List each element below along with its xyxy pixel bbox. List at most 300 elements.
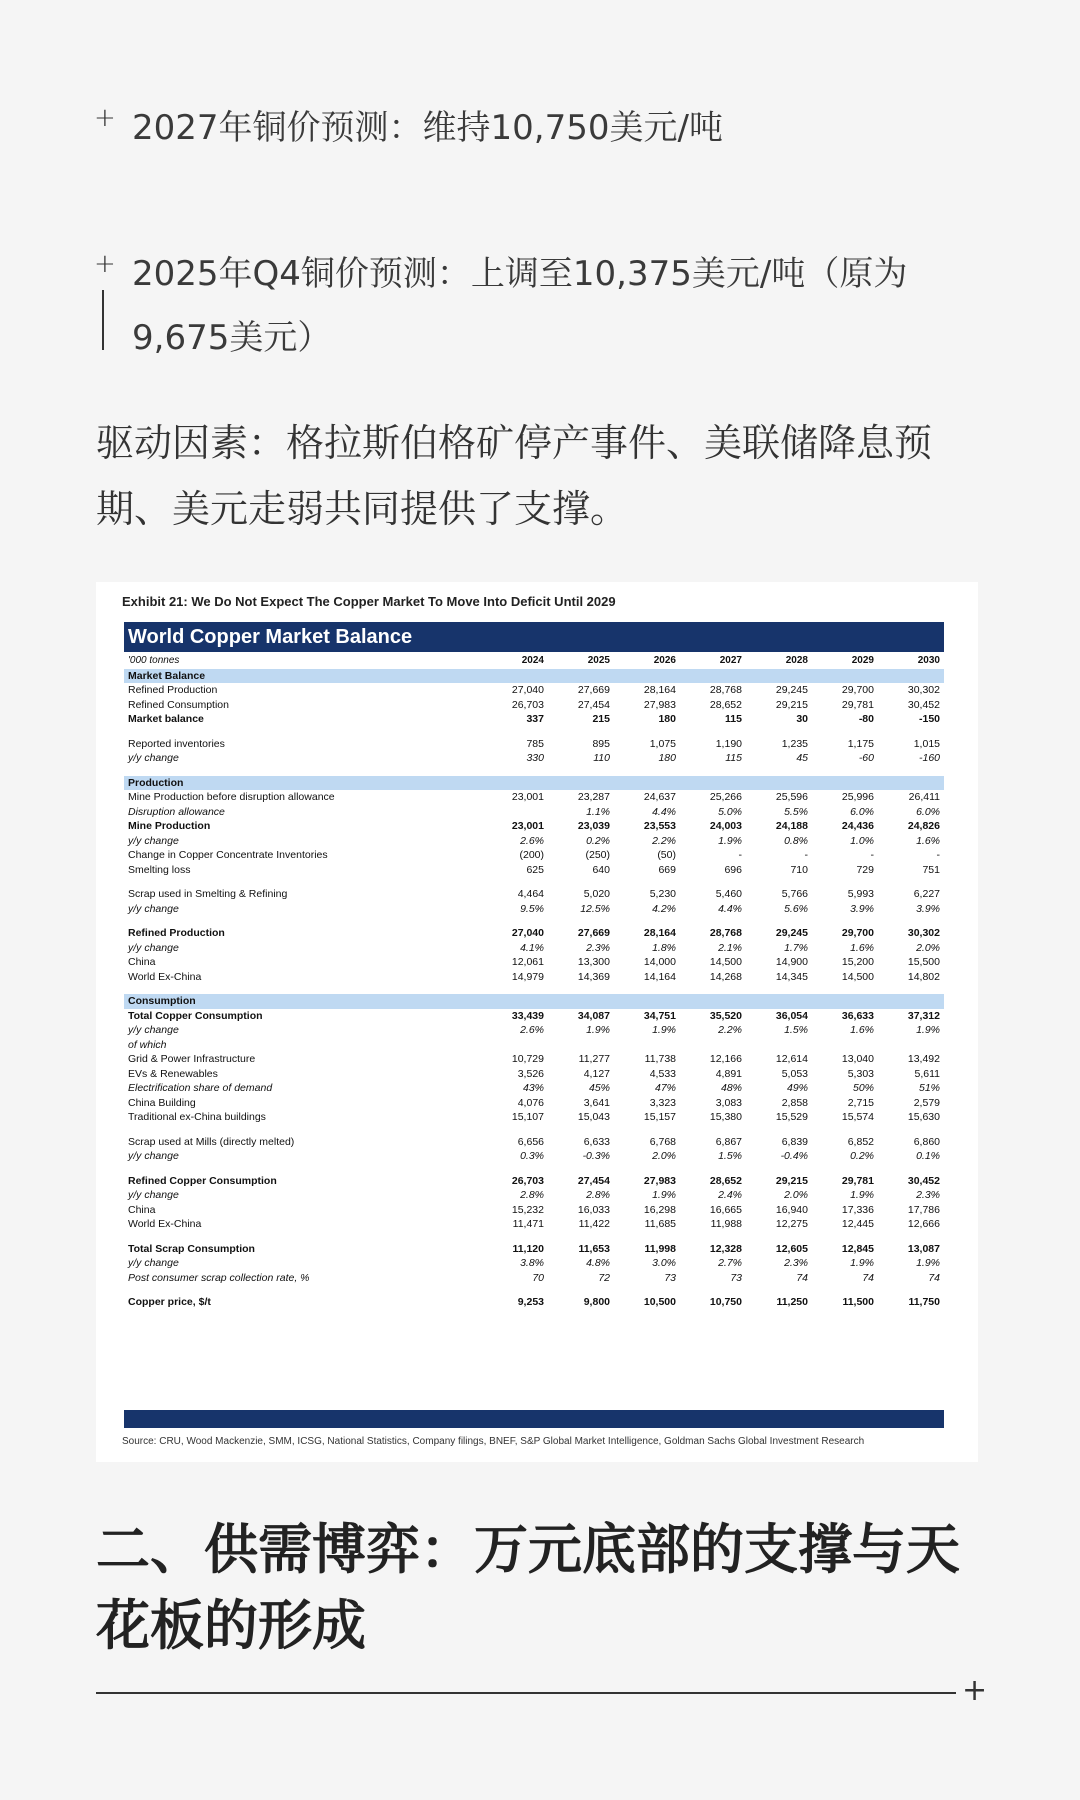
cell-value	[746, 1232, 812, 1242]
cell-value: 29,781	[841, 1174, 874, 1187]
cell-value: 2.1%	[718, 941, 742, 954]
cell-value	[482, 766, 548, 776]
cell-value: 6,633	[583, 1135, 610, 1148]
table-row	[124, 1271, 944, 1286]
cell-value	[680, 1125, 746, 1135]
row-label	[124, 916, 482, 926]
cell-value: 5,230	[649, 888, 676, 900]
spacer-row	[124, 877, 944, 887]
row-label: World Ex-China	[128, 970, 202, 983]
cell-value: 50%	[852, 1082, 874, 1094]
cell-value	[482, 1038, 548, 1053]
cell-value: -	[936, 849, 940, 861]
year-header: 2025	[587, 655, 610, 666]
cell-value	[812, 877, 878, 887]
cell-value	[812, 669, 878, 684]
cell-value: 3,323	[649, 1096, 676, 1109]
cell-value: 729	[856, 863, 874, 876]
cell-value	[482, 805, 548, 820]
cell-value: 4.4%	[718, 902, 742, 915]
cell-value: 9.5%	[520, 902, 544, 915]
cell-value: 14,979	[511, 970, 544, 983]
cell-value: 72	[598, 1271, 610, 1284]
cell-value: 34,751	[643, 1009, 676, 1022]
year-header: 2026	[653, 655, 676, 666]
row-label: Refined Copper Consumption	[128, 1174, 277, 1187]
cell-value	[482, 877, 548, 887]
table-row	[124, 1256, 944, 1271]
cell-value	[548, 766, 614, 776]
cell-value	[812, 1164, 878, 1174]
cell-value: 2.2%	[652, 834, 676, 847]
cell-value: 1,015	[913, 737, 940, 750]
cell-value: 625	[526, 863, 544, 876]
table-row	[124, 1052, 944, 1067]
bullet-item	[96, 242, 996, 370]
cell-value: 4.4%	[652, 805, 676, 818]
cell-value: 115	[725, 752, 742, 764]
cell-value: 11,738	[644, 1053, 676, 1065]
cell-value: 640	[592, 863, 610, 876]
table-row	[124, 805, 944, 820]
cell-value: 33,439	[511, 1009, 544, 1022]
row-label: y/y change	[128, 752, 179, 764]
table-row	[124, 1295, 944, 1310]
cell-value: 1.9%	[718, 834, 742, 847]
cell-value: 1.6%	[916, 834, 940, 847]
cell-value: 25,596	[775, 791, 808, 803]
cell-value	[746, 916, 812, 926]
cell-value: 4,891	[715, 1067, 742, 1080]
heading-divider	[96, 1692, 956, 1694]
cell-value: 45%	[588, 1082, 610, 1094]
cell-value: 23,001	[511, 820, 544, 832]
cell-value: 14,500	[841, 970, 874, 983]
cell-value	[746, 776, 812, 791]
cell-value: 14,345	[775, 970, 808, 983]
cell-value: 15,574	[841, 1111, 874, 1123]
table-row	[124, 1110, 944, 1125]
cell-value	[878, 877, 944, 887]
row-label: Total Scrap Consumption	[128, 1242, 255, 1255]
cell-value	[548, 1164, 614, 1174]
exhibit-title: Exhibit 21: We Do Not Expect The Copper Market To Move Into Deficit Until 2029	[122, 594, 616, 609]
cell-value	[878, 1125, 944, 1135]
cell-value: 23,001	[511, 791, 544, 803]
section-heading: 二、供需博弈：万元底部的支撑与天花板的形成	[96, 1518, 960, 1657]
cell-value: 6,227	[913, 888, 940, 900]
cell-value: 74	[862, 1271, 874, 1284]
row-label: EVs & Renewables	[128, 1067, 218, 1080]
spacer-row	[124, 727, 944, 737]
row-label: y/y change	[128, 1189, 179, 1201]
row-label: Copper price, $/t	[128, 1296, 211, 1308]
cell-value: 0.3%	[520, 1150, 544, 1162]
spacer-row	[124, 1164, 944, 1174]
cell-value	[614, 1232, 680, 1242]
table-row	[124, 819, 944, 834]
cell-value: 12.5%	[580, 902, 610, 915]
cell-value: 1,175	[847, 737, 874, 750]
cell-value: 5,766	[781, 888, 808, 900]
cell-value: 23,039	[577, 820, 610, 832]
row-label: Market balance	[128, 713, 204, 725]
cell-value	[614, 727, 680, 737]
cell-value: 1.1%	[586, 805, 610, 818]
cell-value: 11,988	[710, 1218, 742, 1230]
cell-value	[614, 766, 680, 776]
cell-value	[680, 1285, 746, 1295]
cell-value: 28,768	[709, 684, 742, 696]
cell-value: 5,611	[914, 1067, 940, 1080]
spacer-row	[124, 1232, 944, 1242]
cell-value: 110	[593, 752, 610, 764]
spacer-row	[124, 1125, 944, 1135]
cell-value: 2.0%	[916, 941, 940, 954]
cell-value: 3.9%	[850, 902, 874, 915]
row-label: y/y change	[128, 941, 179, 954]
row-label: Traditional ex-China buildings	[128, 1111, 266, 1123]
table-row	[124, 1188, 944, 1203]
cell-value: 3,641	[583, 1096, 610, 1109]
bullet-divider	[102, 290, 104, 350]
cell-value: 669	[658, 863, 676, 876]
cell-value: 6,839	[781, 1135, 808, 1148]
row-label: y/y change	[128, 1150, 179, 1162]
cell-value: 34,087	[577, 1009, 610, 1022]
cell-value: (50)	[657, 849, 676, 861]
table-row	[124, 902, 944, 917]
cell-value: 16,033	[577, 1203, 610, 1216]
cell-value: 24,436	[841, 820, 874, 832]
cell-value: 751	[922, 863, 940, 876]
cell-value	[746, 1164, 812, 1174]
cell-value: 115	[725, 713, 742, 725]
cell-value: 1.8%	[652, 941, 676, 954]
cell-value: 11,500	[842, 1296, 874, 1308]
row-label	[124, 727, 482, 737]
bullet-item	[96, 96, 996, 160]
cell-value: 3,083	[715, 1096, 742, 1109]
cell-value	[548, 1038, 614, 1053]
cell-value: 27,669	[577, 684, 610, 696]
cell-value: 51%	[918, 1082, 940, 1094]
row-label: Mine Production before disruption allowance	[128, 791, 335, 803]
cell-value	[614, 877, 680, 887]
row-label: y/y change	[128, 902, 179, 915]
cell-value	[680, 1038, 746, 1053]
row-label: Refined Production	[128, 927, 225, 939]
cell-value: 11,120	[512, 1242, 544, 1255]
cell-value	[680, 727, 746, 737]
cell-value	[482, 1164, 548, 1174]
cell-value: 24,003	[709, 820, 742, 832]
cell-value: 14,900	[775, 956, 808, 968]
cell-value: -	[804, 849, 808, 861]
cell-value: 9,253	[517, 1296, 544, 1308]
cell-value: 17,336	[841, 1203, 874, 1216]
cell-value: 1.6%	[850, 941, 874, 954]
cell-value: 5,020	[583, 888, 610, 900]
cell-value: -	[738, 849, 742, 861]
row-label: Total Copper Consumption	[128, 1009, 263, 1022]
cell-value: 11,471	[512, 1218, 544, 1230]
cell-value: 1.9%	[586, 1024, 610, 1036]
cell-value	[482, 1125, 548, 1135]
cell-value: 12,605	[775, 1242, 808, 1255]
spacer-row	[124, 1285, 944, 1295]
cell-value: 15,630	[907, 1111, 940, 1123]
cell-value	[548, 916, 614, 926]
cell-value: 11,653	[578, 1242, 610, 1255]
body-paragraph: 驱动因素：格拉斯伯格矿停产事件、美联储降息预期、美元走弱共同提供了支撑。	[96, 421, 933, 531]
cell-value	[680, 984, 746, 994]
cell-value: 6,867	[715, 1135, 742, 1148]
cell-value	[482, 984, 548, 994]
cell-value: 4.8%	[586, 1257, 610, 1269]
cell-value: 28,768	[709, 927, 742, 939]
table-row	[124, 863, 944, 878]
cell-value: 13,300	[577, 956, 610, 968]
cell-value	[680, 916, 746, 926]
cell-value: 29,215	[775, 698, 808, 711]
cell-value: 337	[526, 713, 544, 725]
unit-label: '000 tonnes	[128, 655, 180, 666]
row-label: China	[128, 1203, 156, 1216]
table-row	[124, 955, 944, 970]
row-label: World Ex-China	[128, 1218, 202, 1230]
row-label: y/y change	[128, 1257, 179, 1269]
cell-value	[878, 994, 944, 1009]
cell-value: 12,328	[709, 1242, 742, 1255]
spacer-row	[124, 916, 944, 926]
cell-value	[614, 776, 680, 791]
year-header: 2028	[785, 655, 808, 666]
cell-value: 15,500	[907, 956, 940, 968]
bullet-text: 2027年铜价预测：维持10,750美元/吨	[132, 108, 723, 148]
spacer-row	[124, 984, 944, 994]
cell-value: 27,983	[643, 698, 676, 711]
cell-value: 11,998	[644, 1242, 676, 1255]
cell-value: 710	[790, 863, 808, 876]
cell-value	[548, 877, 614, 887]
table-row	[124, 712, 944, 727]
cell-value	[746, 984, 812, 994]
row-label	[124, 1125, 482, 1135]
cell-value: 3,526	[517, 1067, 544, 1080]
cell-value	[812, 776, 878, 791]
cell-value: 29,700	[841, 927, 874, 939]
cell-value	[812, 916, 878, 926]
row-label: Scrap used in Smelting & Refining	[128, 888, 288, 900]
cell-value: 35,520	[709, 1009, 742, 1022]
table-row	[124, 1149, 944, 1164]
cell-value: 6,768	[649, 1135, 676, 1148]
cell-value	[878, 669, 944, 684]
table-row	[124, 1203, 944, 1218]
cell-value	[746, 1285, 812, 1295]
section-row	[124, 776, 944, 791]
cell-value: 29,245	[775, 684, 808, 696]
cell-value: 330	[526, 752, 544, 764]
bullet-text: 2025年Q4铜价预测：上调至10,375美元/吨（原为9,675美元）	[132, 254, 908, 358]
cell-value	[614, 1038, 680, 1053]
cell-value	[680, 877, 746, 887]
cell-value	[614, 1285, 680, 1295]
cell-value: 1.9%	[916, 1257, 940, 1269]
cell-value: 2.3%	[586, 941, 610, 954]
cell-value: 5,303	[847, 1067, 874, 1080]
cell-value: 4.1%	[520, 941, 544, 954]
cell-value: 25,266	[709, 791, 742, 803]
cell-value	[548, 1232, 614, 1242]
cell-value: 23,287	[577, 791, 610, 803]
cell-value: 0.2%	[586, 834, 610, 847]
section-row	[124, 994, 944, 1009]
cell-value	[548, 994, 614, 1009]
cell-value: 11,250	[776, 1296, 808, 1308]
row-label: Market Balance	[124, 669, 482, 684]
cell-value: -60	[858, 752, 874, 764]
cell-value: 1.7%	[784, 941, 808, 954]
table-row	[124, 1174, 944, 1189]
cell-value: 29,700	[841, 684, 874, 696]
cell-value	[878, 916, 944, 926]
cell-value: (200)	[519, 849, 544, 861]
row-label: China Building	[128, 1096, 196, 1109]
cell-value: 36,054	[775, 1009, 808, 1022]
cell-value: 2.7%	[718, 1257, 742, 1269]
cell-value	[812, 984, 878, 994]
cell-value: 0.1%	[916, 1150, 940, 1162]
cell-value: 1,075	[649, 737, 676, 750]
cell-value: -160	[918, 752, 940, 764]
cell-value: 6,656	[517, 1135, 544, 1148]
row-label: y/y change	[128, 834, 179, 847]
table-header-row	[124, 654, 944, 669]
cell-value: 6,852	[847, 1135, 874, 1148]
cell-value	[878, 1285, 944, 1295]
table-row	[124, 1217, 944, 1232]
row-label	[124, 984, 482, 994]
cell-value: 47%	[654, 1082, 676, 1094]
cell-value: 5,053	[781, 1067, 808, 1080]
cell-value: 27,669	[577, 927, 610, 939]
cell-value: 0.2%	[850, 1150, 874, 1162]
cell-value: 215	[592, 713, 610, 725]
cell-value: 14,000	[643, 956, 676, 968]
cell-value	[878, 727, 944, 737]
cell-value	[878, 776, 944, 791]
cell-value: 28,164	[643, 927, 676, 939]
cell-value: 14,369	[577, 970, 610, 983]
cell-value: 45	[796, 752, 808, 764]
cell-value: 25,996	[841, 791, 874, 803]
cell-value: 2,579	[913, 1096, 940, 1109]
cell-value	[614, 1125, 680, 1135]
cell-value: 26,411	[908, 791, 940, 803]
cell-value: -0.3%	[582, 1150, 610, 1162]
cell-value: 1.6%	[850, 1024, 874, 1036]
cell-value: 2.2%	[718, 1024, 742, 1036]
cell-value	[548, 1125, 614, 1135]
row-label: Consumption	[124, 994, 482, 1009]
cell-value: 14,268	[709, 970, 742, 983]
cell-value: 11,685	[644, 1218, 676, 1230]
cell-value: 4,076	[517, 1096, 544, 1109]
cell-value	[614, 994, 680, 1009]
cell-value: 27,454	[577, 698, 610, 711]
cell-value	[812, 727, 878, 737]
cell-value: 12,614	[775, 1053, 808, 1065]
cell-value	[482, 916, 548, 926]
table-row	[124, 1081, 944, 1096]
year-header: 2027	[719, 655, 742, 666]
cell-value: 4.2%	[652, 902, 676, 915]
cell-value: 5.6%	[784, 902, 808, 915]
cell-value	[548, 1285, 614, 1295]
cell-value: -80	[858, 713, 874, 725]
cell-value: 17,786	[907, 1203, 940, 1216]
cell-value: 5.0%	[718, 805, 742, 818]
cell-value: 2.0%	[652, 1150, 676, 1162]
cell-value: 3.9%	[916, 902, 940, 915]
cell-value: 4,464	[517, 888, 544, 900]
cell-value: 1,235	[781, 737, 808, 750]
cell-value: 14,164	[643, 970, 676, 983]
cell-value: 37,312	[907, 1009, 940, 1022]
row-label: Refined Consumption	[128, 698, 229, 711]
cell-value: 4,127	[583, 1067, 610, 1080]
row-label	[124, 766, 482, 776]
row-label: Refined Production	[128, 684, 218, 696]
cell-value: 1.5%	[718, 1150, 742, 1162]
cell-value: 2.3%	[784, 1257, 808, 1269]
cell-value: 1.0%	[850, 834, 874, 847]
cell-value	[680, 994, 746, 1009]
cell-value	[548, 776, 614, 791]
cell-value: 24,826	[907, 820, 940, 832]
cell-value: 43%	[522, 1082, 544, 1094]
year-header: 2030	[917, 655, 940, 666]
cell-value: 13,087	[907, 1242, 940, 1255]
cell-value: 9,800	[583, 1296, 610, 1308]
cell-value	[878, 1232, 944, 1242]
cell-value	[680, 776, 746, 791]
cell-value: 180	[658, 713, 676, 725]
table-row	[124, 683, 944, 698]
cell-value	[812, 766, 878, 776]
copper-balance-table	[124, 654, 944, 1310]
table-row	[124, 1096, 944, 1111]
cell-value: 74	[796, 1271, 808, 1284]
row-label: Disruption allowance	[128, 805, 225, 818]
cell-value: 0.8%	[784, 834, 808, 847]
cell-value	[812, 1285, 878, 1295]
cell-value: 15,529	[775, 1111, 808, 1123]
cell-value: 30	[796, 713, 808, 725]
row-label	[124, 1285, 482, 1295]
table-row	[124, 887, 944, 902]
row-label	[124, 877, 482, 887]
cell-value: 1,190	[715, 737, 742, 750]
row-label: Smelting loss	[128, 863, 191, 876]
cell-value	[746, 669, 812, 684]
cell-value: 10,729	[511, 1053, 544, 1065]
cell-value	[614, 1164, 680, 1174]
cell-value: 28,652	[709, 698, 742, 711]
cell-value: 13,040	[841, 1053, 874, 1065]
